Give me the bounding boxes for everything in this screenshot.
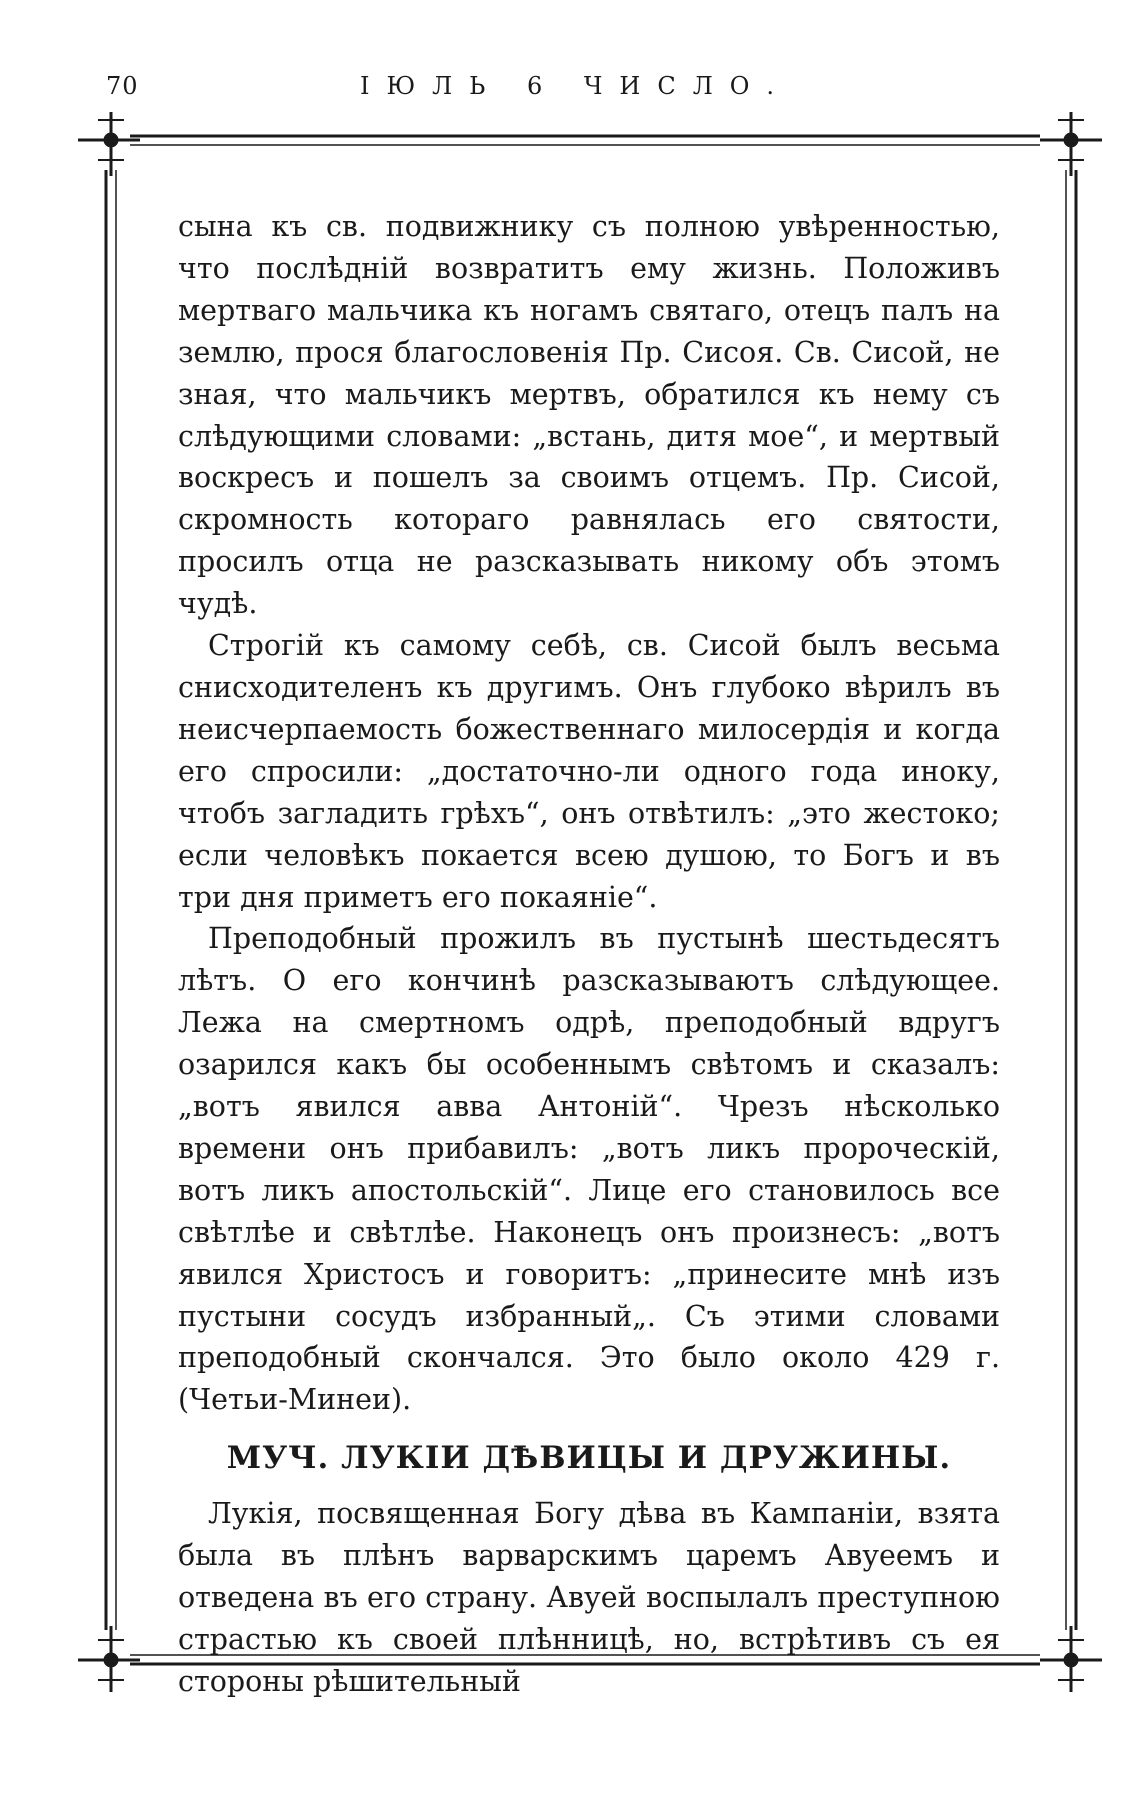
section-heading: МУЧ. ЛУКІИ ДѢВИЦЫ И ДРУЖИНЫ. xyxy=(226,1440,952,1477)
corner-ornament-bottom-right xyxy=(1040,1626,1102,1692)
body-text xyxy=(178,206,1000,1703)
corner-ornament-bottom-left xyxy=(78,1626,140,1692)
corner-ornament-top-left xyxy=(78,112,140,176)
paragraph-3: Преподобный прожилъ въ пустынѣ шестьдесятъ лѣтъ. О его кончинѣ разсказываютъ слѣдующее. Лежа на смертномъ одрѣ, преподобный вдругъ озарился какъ бы особеннымъ свѣтомъ и сказалъ: „вотъ явился авва Антоній“. Чрезъ нѣсколько времени онъ прибавилъ: „вотъ ликъ пророческій, вотъ ликъ апостольскій“. Лице его становилось все свѣтлѣе и свѣтлѣе. Наконецъ онъ произнесъ: „вотъ явился Христосъ и говоритъ: „принесите мнѣ изъ пустыни сосудъ избранный„. Съ этими словами преподобный скончался. Это было около 429 г. (Четьи-Минеи). xyxy=(178,922,1000,1417)
corner-ornament-top-right xyxy=(1040,112,1102,176)
paragraph-1: сына къ св. подвижнику съ полною увѣренностью, что послѣдній возвратитъ ему жизнь. Положивъ мертваго мальчика къ ногамъ святаго, отецъ палъ на землю, прося благословенія Пр. Сисоя. Св. Сисой, не зная, что мальчикъ мертвъ, обратился къ нему съ слѣдующими словами: „встань, дитя мое“, и мертвый воскресъ и пошелъ за своимъ отцемъ. Пр. Сисой, скромность котораго равнялась его святости, просилъ отца не разсказывать никому объ этомъ чудѣ. xyxy=(178,210,1000,621)
page-number: 70 xyxy=(106,72,139,100)
paragraph-2: Строгій къ самому себѣ, св. Сисой былъ весьма снисходителенъ къ другимъ. Онъ глубоко вѣрилъ въ неисчерпаемость божественнаго милосердія и когда его спросили: „достаточно-ли одного года иноку, чтобъ загладить грѣхъ“, онъ отвѣтилъ: „это жестоко; если человѣкъ покается всею душою, то Богъ и въ три дня приметъ его покаяніе“. xyxy=(178,629,1000,914)
section-paragraph: Лукія, посвященная Богу дѣва въ Кампаніи, взята была въ плѣнъ варварскимъ царемъ Авуеемъ и отведена въ его страну. Авуей воспылалъ преступною страстью къ своей плѣнницѣ, но, встрѣтивъ съ ея стороны рѣшительный xyxy=(178,1497,1000,1698)
running-head: ІЮЛЬ 6 ЧИСЛО. xyxy=(360,72,792,100)
